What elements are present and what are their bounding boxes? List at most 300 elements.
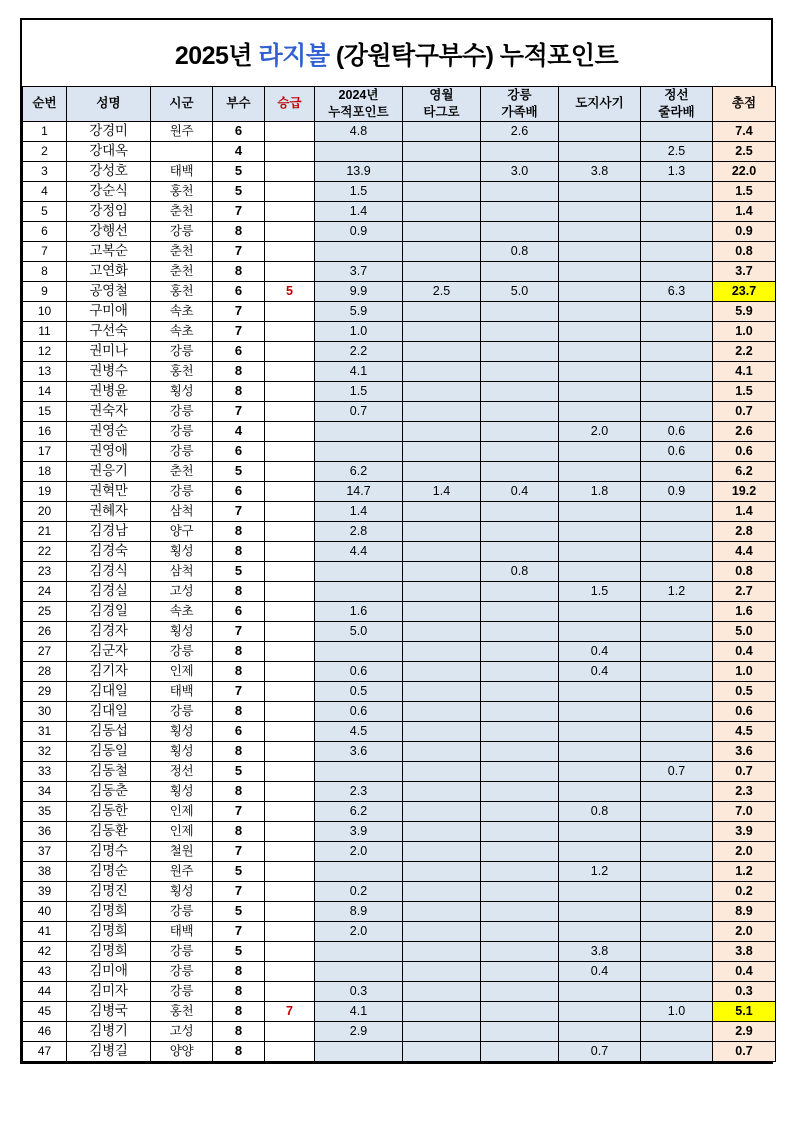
cell-2024-points: 6.2: [315, 461, 403, 481]
cell-jeongseon: [641, 821, 713, 841]
cell-promotion: [265, 841, 315, 861]
cell-city: 양구: [151, 521, 213, 541]
cell-bu: 6: [213, 601, 265, 621]
cell-bu: 8: [213, 221, 265, 241]
cell-dojisagi: [559, 881, 641, 901]
cell-yeongwol: [403, 701, 481, 721]
cell-total: 22.0: [713, 161, 776, 181]
cell-2024-points: 0.7: [315, 401, 403, 421]
table-row: [23, 181, 776, 201]
cell-gangneung: 0.4: [481, 481, 559, 501]
cell-no: 14: [23, 381, 67, 401]
cell-gangneung: [481, 701, 559, 721]
cell-yeongwol: [403, 301, 481, 321]
col-header-gangneung-line2: 가족배: [501, 104, 538, 119]
cell-jeongseon: [641, 541, 713, 561]
cell-total: 0.8: [713, 561, 776, 581]
cell-no: 33: [23, 761, 67, 781]
cell-city: 속초: [151, 301, 213, 321]
cell-no: 22: [23, 541, 67, 561]
cell-promotion: 7: [265, 1001, 315, 1021]
cell-gangneung: [481, 1001, 559, 1021]
cell-city: 강릉: [151, 901, 213, 921]
cell-promotion: [265, 1041, 315, 1061]
cell-name: 김병길: [67, 1041, 151, 1061]
cell-dojisagi: [559, 981, 641, 1001]
cell-name: 권병수: [67, 361, 151, 381]
cell-city: 춘천: [151, 201, 213, 221]
cell-bu: 8: [213, 821, 265, 841]
cell-promotion: 5: [265, 281, 315, 301]
table-row: [23, 641, 776, 661]
cell-jeongseon: [641, 741, 713, 761]
cell-city: 태백: [151, 921, 213, 941]
cell-yeongwol: [403, 321, 481, 341]
cell-2024-points: 6.2: [315, 801, 403, 821]
cell-bu: 8: [213, 581, 265, 601]
cell-city: 강릉: [151, 441, 213, 461]
cell-promotion: [265, 161, 315, 181]
cell-gangneung: 3.0: [481, 161, 559, 181]
cell-dojisagi: 0.4: [559, 961, 641, 981]
cell-yeongwol: [403, 441, 481, 461]
cell-name: 김동일: [67, 741, 151, 761]
cell-total: 3.7: [713, 261, 776, 281]
cell-no: 9: [23, 281, 67, 301]
cell-promotion: [265, 981, 315, 1001]
cell-dojisagi: 1.8: [559, 481, 641, 501]
cell-no: 6: [23, 221, 67, 241]
cell-promotion: [265, 701, 315, 721]
cell-name: 김경실: [67, 581, 151, 601]
cell-bu: 6: [213, 281, 265, 301]
cell-city: 강릉: [151, 981, 213, 1001]
cell-dojisagi: [559, 721, 641, 741]
cell-name: 김명진: [67, 881, 151, 901]
cell-dojisagi: [559, 781, 641, 801]
cell-yeongwol: 1.4: [403, 481, 481, 501]
cell-dojisagi: [559, 461, 641, 481]
cell-no: 46: [23, 1021, 67, 1041]
col-header-2024-points: [315, 87, 403, 122]
cell-jeongseon: [641, 261, 713, 281]
cell-city: 횡성: [151, 781, 213, 801]
cell-total: 1.5: [713, 181, 776, 201]
cell-gangneung: [481, 141, 559, 161]
cell-2024-points: 13.9: [315, 161, 403, 181]
cell-dojisagi: 0.4: [559, 641, 641, 661]
cell-gangneung: [481, 501, 559, 521]
cell-promotion: [265, 141, 315, 161]
cell-dojisagi: [559, 321, 641, 341]
cell-gangneung: [481, 621, 559, 641]
cell-jeongseon: [641, 1041, 713, 1061]
cell-jeongseon: [641, 341, 713, 361]
cell-city: 홍천: [151, 361, 213, 381]
cell-dojisagi: [559, 221, 641, 241]
cell-city: 양양: [151, 1041, 213, 1061]
cell-promotion: [265, 621, 315, 641]
cell-promotion: [265, 381, 315, 401]
cell-no: 1: [23, 121, 67, 141]
cell-gangneung: [481, 441, 559, 461]
cell-bu: 7: [213, 841, 265, 861]
cell-2024-points: 1.4: [315, 201, 403, 221]
col-header-gangneung-line1: 강릉: [507, 88, 532, 102]
cell-bu: 4: [213, 141, 265, 161]
cell-name: 김명희: [67, 901, 151, 921]
cell-bu: 7: [213, 201, 265, 221]
table-row: [23, 521, 776, 541]
cell-dojisagi: [559, 561, 641, 581]
cell-name: 김동춘: [67, 781, 151, 801]
cell-no: 7: [23, 241, 67, 261]
cell-2024-points: 3.7: [315, 261, 403, 281]
cell-total: 1.0: [713, 321, 776, 341]
cell-gangneung: [481, 581, 559, 601]
title-highlight: 라지볼: [258, 42, 330, 70]
col-header-name: 성명: [67, 87, 151, 122]
cell-city: 원주: [151, 121, 213, 141]
cell-yeongwol: [403, 541, 481, 561]
cell-jeongseon: [641, 381, 713, 401]
cell-jeongseon: [641, 981, 713, 1001]
cell-dojisagi: [559, 541, 641, 561]
cell-yeongwol: [403, 221, 481, 241]
cell-no: 23: [23, 561, 67, 581]
table-row: [23, 281, 776, 301]
cell-name: 김미애: [67, 961, 151, 981]
cell-total: 7.4: [713, 121, 776, 141]
cell-bu: 7: [213, 881, 265, 901]
cell-gangneung: 5.0: [481, 281, 559, 301]
cell-dojisagi: [559, 821, 641, 841]
cell-yeongwol: [403, 521, 481, 541]
cell-yeongwol: [403, 841, 481, 861]
cell-no: 28: [23, 661, 67, 681]
cell-2024-points: 8.9: [315, 901, 403, 921]
cell-dojisagi: [559, 301, 641, 321]
cell-city: 속초: [151, 601, 213, 621]
cell-total: 0.9: [713, 221, 776, 241]
table-row: [23, 541, 776, 561]
cell-city: 삼척: [151, 561, 213, 581]
cell-promotion: [265, 221, 315, 241]
cell-no: 5: [23, 201, 67, 221]
cell-gangneung: [481, 301, 559, 321]
cell-yeongwol: [403, 981, 481, 1001]
cell-2024-points: [315, 141, 403, 161]
page-title: [22, 20, 771, 86]
cell-name: 김미자: [67, 981, 151, 1001]
cell-bu: 8: [213, 1021, 265, 1041]
cell-yeongwol: [403, 761, 481, 781]
cell-jeongseon: [641, 361, 713, 381]
cell-dojisagi: [559, 121, 641, 141]
cell-no: 19: [23, 481, 67, 501]
cell-no: 40: [23, 901, 67, 921]
cell-promotion: [265, 301, 315, 321]
cell-name: 김경숙: [67, 541, 151, 561]
cell-dojisagi: [559, 701, 641, 721]
cell-yeongwol: [403, 961, 481, 981]
cell-no: 15: [23, 401, 67, 421]
cell-total: 19.2: [713, 481, 776, 501]
cell-yeongwol: [403, 1001, 481, 1021]
cell-2024-points: 1.4: [315, 501, 403, 521]
cell-total: 4.4: [713, 541, 776, 561]
cell-name: 고연화: [67, 261, 151, 281]
cell-2024-points: 0.9: [315, 221, 403, 241]
cell-yeongwol: [403, 501, 481, 521]
cell-dojisagi: [559, 841, 641, 861]
cell-bu: 8: [213, 641, 265, 661]
cell-name: 김명순: [67, 861, 151, 881]
cell-jeongseon: [641, 681, 713, 701]
cell-bu: 8: [213, 781, 265, 801]
cell-name: 강경미: [67, 121, 151, 141]
cell-name: 김경일: [67, 601, 151, 621]
cell-bu: 4: [213, 421, 265, 441]
cell-gangneung: 0.8: [481, 241, 559, 261]
cell-city: 철원: [151, 841, 213, 861]
cell-name: 권혜자: [67, 501, 151, 521]
cell-gangneung: [481, 601, 559, 621]
cell-total: 6.2: [713, 461, 776, 481]
cell-city: 고성: [151, 581, 213, 601]
cell-city: 정선: [151, 761, 213, 781]
cell-promotion: [265, 681, 315, 701]
cell-no: 21: [23, 521, 67, 541]
cell-total: 3.8: [713, 941, 776, 961]
cell-yeongwol: [403, 881, 481, 901]
cell-yeongwol: [403, 201, 481, 221]
table-row: [23, 241, 776, 261]
col-header-jeongseon: [641, 87, 713, 122]
cell-gangneung: [481, 841, 559, 861]
cell-city: 홍천: [151, 1001, 213, 1021]
table-row: [23, 821, 776, 841]
cell-jeongseon: 0.6: [641, 441, 713, 461]
title-part-2: (강원탁구부수) 누적포인트: [329, 42, 619, 70]
cell-yeongwol: [403, 661, 481, 681]
cell-2024-points: [315, 581, 403, 601]
cell-name: 김군자: [67, 641, 151, 661]
cell-bu: 5: [213, 181, 265, 201]
cell-jeongseon: [641, 221, 713, 241]
table-row: [23, 301, 776, 321]
cell-promotion: [265, 761, 315, 781]
cell-city: 인제: [151, 821, 213, 841]
col-header-yeongwol: [403, 87, 481, 122]
cell-yeongwol: [403, 1041, 481, 1061]
cell-city: 횡성: [151, 741, 213, 761]
cell-yeongwol: [403, 601, 481, 621]
cell-city: 속초: [151, 321, 213, 341]
cell-promotion: [265, 961, 315, 981]
cell-yeongwol: [403, 861, 481, 881]
cell-dojisagi: [559, 261, 641, 281]
cell-2024-points: [315, 961, 403, 981]
cell-bu: 7: [213, 921, 265, 941]
cell-name: 김경자: [67, 621, 151, 641]
cell-bu: 8: [213, 361, 265, 381]
table-row: [23, 161, 776, 181]
cell-jeongseon: [641, 301, 713, 321]
cell-total: 2.9: [713, 1021, 776, 1041]
cell-bu: 8: [213, 521, 265, 541]
points-table: [22, 86, 776, 1062]
cell-city: 태백: [151, 681, 213, 701]
cell-promotion: [265, 201, 315, 221]
cell-no: 34: [23, 781, 67, 801]
cell-2024-points: 1.5: [315, 381, 403, 401]
cell-yeongwol: [403, 121, 481, 141]
cell-name: 공영철: [67, 281, 151, 301]
cell-promotion: [265, 581, 315, 601]
cell-promotion: [265, 441, 315, 461]
cell-total: 2.8: [713, 521, 776, 541]
table-row: [23, 961, 776, 981]
cell-name: 권영순: [67, 421, 151, 441]
cell-dojisagi: [559, 381, 641, 401]
cell-gangneung: [481, 961, 559, 981]
cell-gangneung: [481, 681, 559, 701]
cell-yeongwol: [403, 241, 481, 261]
cell-total: 1.2: [713, 861, 776, 881]
cell-2024-points: 4.4: [315, 541, 403, 561]
cell-promotion: [265, 941, 315, 961]
cell-no: 20: [23, 501, 67, 521]
cell-dojisagi: 0.4: [559, 661, 641, 681]
table-row: [23, 721, 776, 741]
cell-city: 강릉: [151, 701, 213, 721]
cell-no: 17: [23, 441, 67, 461]
cell-gangneung: [481, 321, 559, 341]
table-row: [23, 321, 776, 341]
table-row: [23, 861, 776, 881]
cell-2024-points: [315, 761, 403, 781]
cell-bu: 7: [213, 241, 265, 261]
table-row: [23, 1021, 776, 1041]
cell-no: 27: [23, 641, 67, 661]
cell-city: 강릉: [151, 481, 213, 501]
cell-dojisagi: 3.8: [559, 941, 641, 961]
cell-jeongseon: [641, 241, 713, 261]
cell-promotion: [265, 881, 315, 901]
cell-name: 김명수: [67, 841, 151, 861]
cell-promotion: [265, 861, 315, 881]
cell-city: 태백: [151, 161, 213, 181]
cell-promotion: [265, 181, 315, 201]
cell-bu: 8: [213, 981, 265, 1001]
cell-total: 0.3: [713, 981, 776, 1001]
cell-no: 37: [23, 841, 67, 861]
cell-2024-points: 1.0: [315, 321, 403, 341]
cell-city: 춘천: [151, 241, 213, 261]
cell-gangneung: [481, 341, 559, 361]
cell-jeongseon: [641, 1021, 713, 1041]
table-row: [23, 781, 776, 801]
cell-2024-points: [315, 941, 403, 961]
cell-yeongwol: [403, 141, 481, 161]
cell-dojisagi: [559, 401, 641, 421]
cell-jeongseon: [641, 861, 713, 881]
cell-2024-points: 0.6: [315, 701, 403, 721]
cell-yeongwol: [403, 801, 481, 821]
cell-dojisagi: [559, 141, 641, 161]
cell-2024-points: 2.0: [315, 841, 403, 861]
cell-no: 16: [23, 421, 67, 441]
cell-jeongseon: [641, 701, 713, 721]
cell-promotion: [265, 481, 315, 501]
cell-jeongseon: [641, 401, 713, 421]
report-frame: [20, 18, 773, 1064]
table-row: [23, 581, 776, 601]
cell-no: 10: [23, 301, 67, 321]
cell-jeongseon: [641, 781, 713, 801]
cell-promotion: [265, 361, 315, 381]
cell-total: 3.9: [713, 821, 776, 841]
cell-yeongwol: [403, 721, 481, 741]
cell-dojisagi: [559, 181, 641, 201]
cell-total: 2.6: [713, 421, 776, 441]
cell-city: 강릉: [151, 421, 213, 441]
cell-city: 춘천: [151, 461, 213, 481]
cell-name: 김경남: [67, 521, 151, 541]
cell-gangneung: [481, 1021, 559, 1041]
table-row: [23, 701, 776, 721]
cell-dojisagi: [559, 1021, 641, 1041]
cell-name: 권숙자: [67, 401, 151, 421]
cell-no: 8: [23, 261, 67, 281]
cell-name: 강행선: [67, 221, 151, 241]
cell-name: 구미애: [67, 301, 151, 321]
cell-no: 35: [23, 801, 67, 821]
table-row: [23, 441, 776, 461]
cell-bu: 7: [213, 321, 265, 341]
cell-gangneung: [481, 861, 559, 881]
cell-city: 횡성: [151, 721, 213, 741]
cell-total: 2.0: [713, 841, 776, 861]
cell-name: 김대일: [67, 701, 151, 721]
cell-dojisagi: [559, 901, 641, 921]
col-header-bu: 부수: [213, 87, 265, 122]
cell-dojisagi: [559, 281, 641, 301]
table-row: [23, 941, 776, 961]
cell-bu: 5: [213, 561, 265, 581]
cell-total: 23.7: [713, 281, 776, 301]
cell-2024-points: 4.1: [315, 361, 403, 381]
cell-2024-points: 3.6: [315, 741, 403, 761]
cell-bu: 7: [213, 681, 265, 701]
col-header-jeongseon-line1: 정선: [664, 88, 689, 102]
cell-yeongwol: [403, 621, 481, 641]
cell-total: 2.7: [713, 581, 776, 601]
cell-city: 횡성: [151, 621, 213, 641]
cell-yeongwol: [403, 681, 481, 701]
cell-total: 0.7: [713, 1041, 776, 1061]
cell-promotion: [265, 321, 315, 341]
cell-total: 3.6: [713, 741, 776, 761]
table-row: [23, 801, 776, 821]
cell-jeongseon: 0.6: [641, 421, 713, 441]
cell-total: 0.4: [713, 961, 776, 981]
cell-bu: 7: [213, 801, 265, 821]
table-row: [23, 901, 776, 921]
cell-bu: 6: [213, 341, 265, 361]
cell-yeongwol: [403, 461, 481, 481]
